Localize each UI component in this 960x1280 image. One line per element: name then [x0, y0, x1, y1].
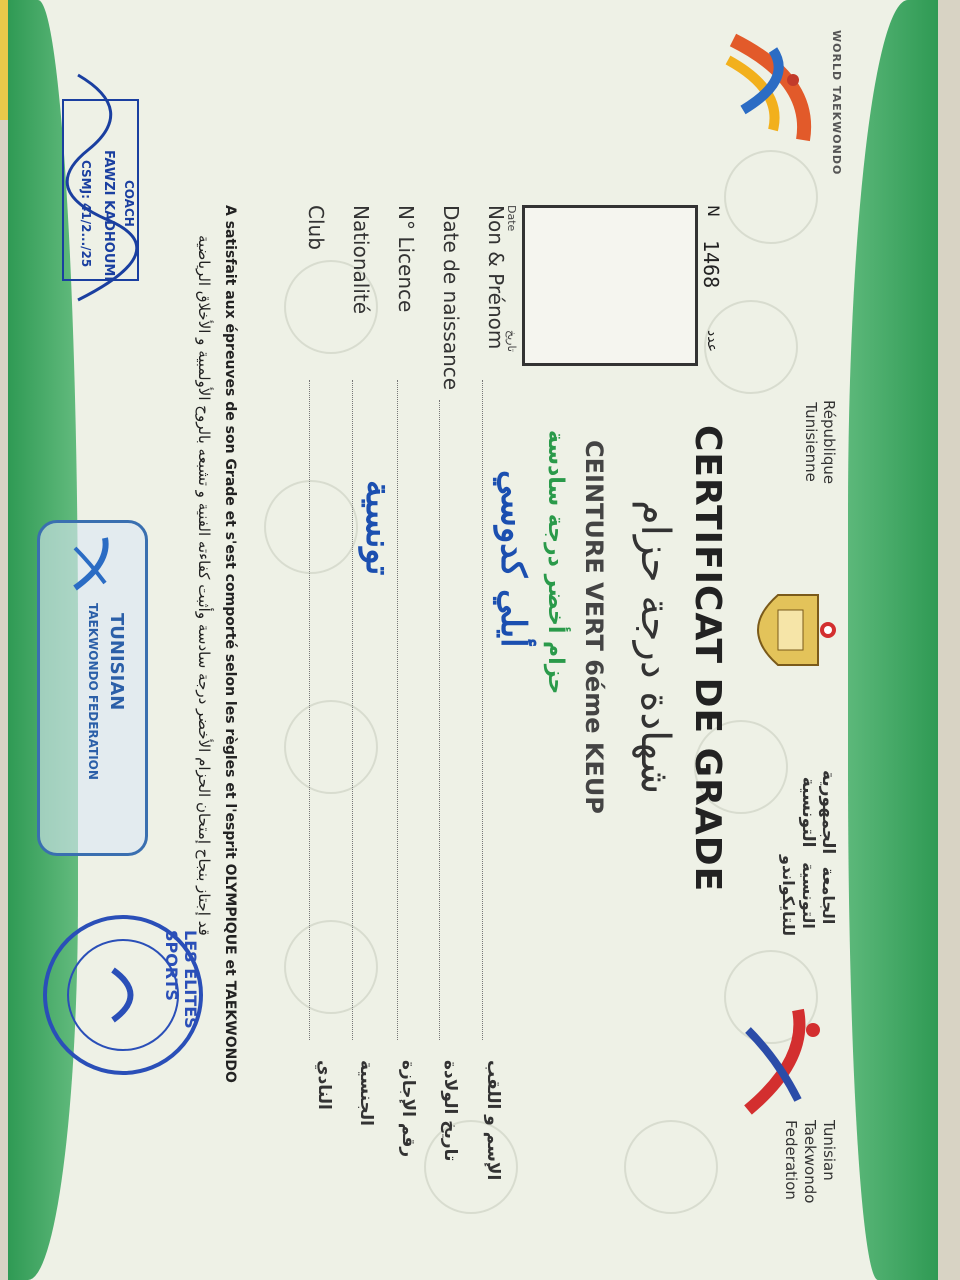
field-label-ar-club: النادي [314, 1060, 334, 1110]
certificate-number: 1468 [699, 240, 723, 289]
field-label-ar-nationality: الجنسية [356, 1060, 376, 1126]
world-taekwondo-label: WORLD TAEKWONDO [830, 30, 843, 176]
belt-grade-ar: حزام أخضر درجة سادسة [543, 430, 568, 695]
federation-stamp-line: TUNISIAN [106, 613, 127, 711]
tunisian-taekwondo-federation-logo [728, 1000, 838, 1120]
republic-fr-line: Tunisienne [802, 402, 820, 482]
field-line [482, 380, 483, 1040]
field-label-name: Non & Prénom [484, 205, 508, 350]
number-label: N [704, 205, 723, 217]
club-stamp [38, 910, 208, 1080]
top-green-band [848, 0, 938, 1280]
club-stamp-text: LES ELITES SPORTS [162, 930, 200, 1029]
field-label-ar-licence: رقم الإجازة [398, 1060, 418, 1158]
watermark-icon [724, 150, 818, 244]
watermark-icon [624, 1120, 718, 1214]
field-value-nationality: تونسية [358, 480, 398, 576]
field-label-ar-name: الإسم و اللقب [483, 1060, 503, 1181]
coach-stamp-line: FAWZI KADHOUMI [101, 150, 116, 282]
federation-stamp-logo-icon [65, 533, 125, 593]
federation-en-line: Taekwondo [801, 1120, 819, 1204]
field-label-birth: Date de naissance [439, 205, 463, 391]
certificate-title: CERTIFICAT DE GRADE [687, 425, 728, 893]
belt-grade: CEINTURE VERT 6éme KEUP [580, 440, 608, 814]
federation-en [781, 1120, 838, 1203]
certificate-title-ar: شهادة درجة حزام [632, 500, 678, 795]
field-value-name: أيلي كدوسي [493, 470, 533, 648]
coach-stamp [58, 70, 148, 310]
republic-fr-line: République [820, 400, 838, 485]
republic-ar [798, 770, 838, 854]
federation-stamp [37, 520, 148, 856]
photographed-page [8, 0, 938, 1280]
field-label-ar-birth: تاريخ الولادة [440, 1060, 460, 1162]
date-label-ar: تاريخ [505, 330, 518, 352]
statement-fr: A satisfait aux épreuves de son Grade et s'est comporté selon les règles et l'esprit OLYMPIQUE et TAEKWONDO [222, 205, 238, 1083]
federation-ar-line: التونسية [799, 862, 818, 929]
republic-fr [802, 400, 838, 484]
photo-box [522, 205, 698, 366]
date-label: Date [505, 205, 518, 232]
number-label-ar: عدد [704, 330, 720, 352]
coat-of-arms-icon [733, 585, 838, 675]
federation-stamp-line: TAEKWONDO FEDERATION [86, 603, 100, 780]
certificate [8, 0, 938, 1280]
watermark-icon [424, 1120, 518, 1214]
field-line [397, 380, 398, 1040]
desk-edge [0, 0, 8, 120]
coach-stamp-line: COACH [122, 180, 136, 227]
federation-ar-line: الجامعة [819, 866, 838, 925]
field-line [439, 400, 440, 1040]
federation-ar [778, 855, 838, 936]
federation-en-line: Tunisian [820, 1120, 838, 1181]
statement-ar: قد إجتاز بنجاح إمتحان الحزام الأخضر درجة سادسة وأثبت كفاءته الفنية و تشبعه بالروح الأولمبية و الأخلاق الرياضية [195, 235, 213, 936]
field-line [309, 380, 310, 1040]
field-line [352, 380, 353, 1040]
federation-ar-line: للتايكواندو [779, 855, 798, 937]
world-taekwondo-logo [713, 20, 833, 160]
coach-stamp-line: CSMJ: 41/2.../25 [79, 160, 93, 268]
watermark-icon [284, 920, 378, 1014]
watermark-icon [264, 480, 358, 574]
watermark-icon [284, 700, 378, 794]
republic-ar-line: التونسية [798, 776, 818, 848]
republic-ar-line: الجمهورية [818, 770, 838, 855]
field-label-nationality: Nationalité [349, 205, 373, 315]
federation-en-line: Federation [782, 1120, 800, 1200]
field-label-club: Club [304, 205, 328, 250]
field-label-licence: N° Licence [394, 205, 418, 313]
